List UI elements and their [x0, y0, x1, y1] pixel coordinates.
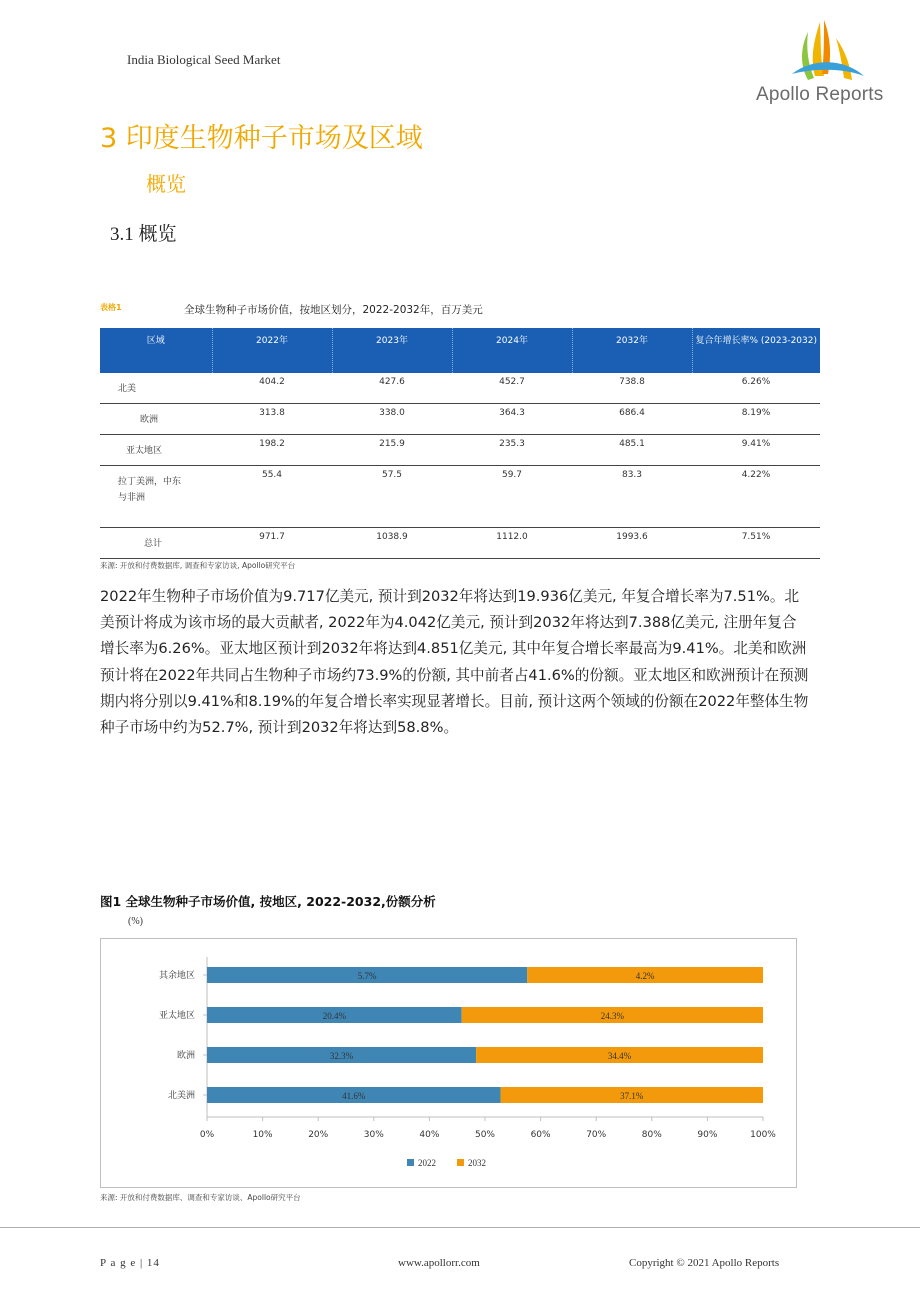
- legend-swatch-2032: [457, 1159, 464, 1166]
- figure-title: 图1 全球生物种子市场价值, 按地区, 2022-2032,份额分析: [100, 894, 436, 909]
- col-header-2022: 2022年: [212, 328, 332, 373]
- data-label: 4.2%: [635, 971, 655, 981]
- row-region: 欧洲: [100, 403, 212, 434]
- category-label: 其余地区: [158, 971, 195, 981]
- body-paragraph: 2022年生物种子市场价值为9.717亿美元, 预计到2032年将达到19.936亿美元, 年复合增长率为7.51%。北美预计将成为该市场的最大贡献者, 2022年为4.042亿美元, 预计到2032年将达到7.388亿美元, 注册年复合增长率为6.26%。亚太地区预计到2032年将达到4.851亿美元, 其中年复合增长率最高为9.41%。北美和欧洲预计将在2022年共同占生物种子市场约73.9%的份额, 其中前者占41.6%的份额。亚太地区和欧洲预计在预测期内将分别以9.41%和8.19%的年复合增长率实现显著增长。目前, 预计这两个领域的份额在2022年整体生物种子市场中约为52.7%, 预计到2032年将达到58.8%。: [100, 588, 809, 737]
- col-header-2024: 2024年: [452, 328, 572, 373]
- col-header-region: 区域: [100, 328, 212, 373]
- x-tick-label: 60%: [530, 1130, 551, 1140]
- x-tick-label: 0%: [199, 1130, 215, 1140]
- cell: 235.3: [452, 434, 572, 465]
- cell: 404.2: [212, 373, 332, 403]
- cell: 738.8: [572, 373, 692, 403]
- cell: 215.9: [332, 434, 452, 465]
- table-header-row: [100, 328, 820, 373]
- cell: 59.7: [452, 465, 572, 527]
- footer-divider: [0, 1227, 920, 1228]
- row-region: 亚太地区: [100, 434, 212, 465]
- table-source: 来源: 开放和付费数据库, 调查和专家访谈, Apollo研究平台: [100, 561, 296, 570]
- x-tick-label: 10%: [252, 1130, 273, 1140]
- cell: 1993.6: [572, 527, 692, 558]
- row-region: 拉丁美洲，中东与非洲: [100, 465, 212, 527]
- data-label: 37.1%: [620, 1091, 644, 1101]
- footer-copyright: Copyright © 2021 Apollo Reports: [629, 1257, 780, 1269]
- data-label: 24.3%: [600, 1011, 624, 1021]
- legend-label: 2022: [418, 1158, 436, 1168]
- figure-source: 来源: 开放和付费数据库、调查和专家访谈、Apollo研究平台: [100, 1193, 301, 1202]
- table-caption: 全球生物种子市场价值，按地区划分，2022-2032年，百万美元: [184, 304, 483, 316]
- cell: 9.41%: [692, 434, 820, 465]
- table-row: [100, 403, 820, 434]
- cell: 364.3: [452, 403, 572, 434]
- footer-url[interactable]: www.apollorr.com: [398, 1257, 480, 1269]
- row-region: 总计: [100, 527, 212, 558]
- table-row: [100, 434, 820, 465]
- cell: 4.22%: [692, 465, 820, 527]
- x-tick-label: 40%: [419, 1130, 440, 1140]
- cell: 1112.0: [452, 527, 572, 558]
- x-tick-label: 100%: [750, 1130, 776, 1140]
- cell: 83.3: [572, 465, 692, 527]
- category-label: 欧洲: [176, 1051, 195, 1061]
- cell: 8.19%: [692, 403, 820, 434]
- cell: 338.0: [332, 403, 452, 434]
- cell: 55.4: [212, 465, 332, 527]
- x-tick-label: 30%: [363, 1130, 384, 1140]
- x-tick-label: 80%: [641, 1130, 662, 1140]
- cell: 452.7: [452, 373, 572, 403]
- cell: 1038.9: [332, 527, 452, 558]
- share-bar-chart: [101, 939, 796, 1187]
- page-number: P a g e | 14: [100, 1257, 160, 1269]
- cell: 6.26%: [692, 373, 820, 403]
- subsection-heading: 3.1 概览: [110, 224, 177, 245]
- x-tick-label: 20%: [308, 1130, 329, 1140]
- col-header-cagr: 复合年增长率% (2023-2032): [692, 328, 820, 373]
- col-header-2032: 2032年: [572, 328, 692, 373]
- figure-unit: (%): [128, 916, 143, 927]
- legend-label: 2032: [468, 1158, 486, 1168]
- x-tick-label: 70%: [586, 1130, 607, 1140]
- data-label: 41.6%: [342, 1091, 366, 1101]
- x-tick-label: 50%: [474, 1130, 496, 1140]
- cell: 427.6: [332, 373, 452, 403]
- market-value-table: [100, 328, 820, 559]
- cell: 7.51%: [692, 527, 820, 558]
- running-header: India Biological Seed Market: [127, 52, 281, 67]
- cell: 198.2: [212, 434, 332, 465]
- table-row: [100, 373, 820, 403]
- table-row: [100, 465, 820, 527]
- table-row-total: [100, 527, 820, 558]
- data-label: 34.4%: [607, 1051, 632, 1061]
- logo-text: Apollo Reports: [756, 84, 884, 105]
- legend-swatch-2022: [407, 1159, 414, 1166]
- cell: 971.7: [212, 527, 332, 558]
- section-subheading: 概览: [146, 172, 186, 196]
- cell: 485.1: [572, 434, 692, 465]
- data-label: 20.4%: [322, 1011, 346, 1021]
- cell: 313.8: [212, 403, 332, 434]
- section-heading: 3 印度生物种子市场及区域: [100, 123, 423, 154]
- table-label: 表格1: [100, 303, 122, 312]
- category-label: 北美洲: [167, 1091, 195, 1101]
- x-tick-label: 90%: [697, 1130, 718, 1140]
- col-header-2023: 2023年: [332, 328, 452, 373]
- category-label: 亚太地区: [158, 1011, 195, 1021]
- row-region: 北美: [100, 373, 212, 403]
- cell: 57.5: [332, 465, 452, 527]
- data-label: 32.3%: [329, 1051, 354, 1061]
- data-label: 5.7%: [357, 971, 377, 981]
- chart-frame: [100, 938, 797, 1188]
- cell: 686.4: [572, 403, 692, 434]
